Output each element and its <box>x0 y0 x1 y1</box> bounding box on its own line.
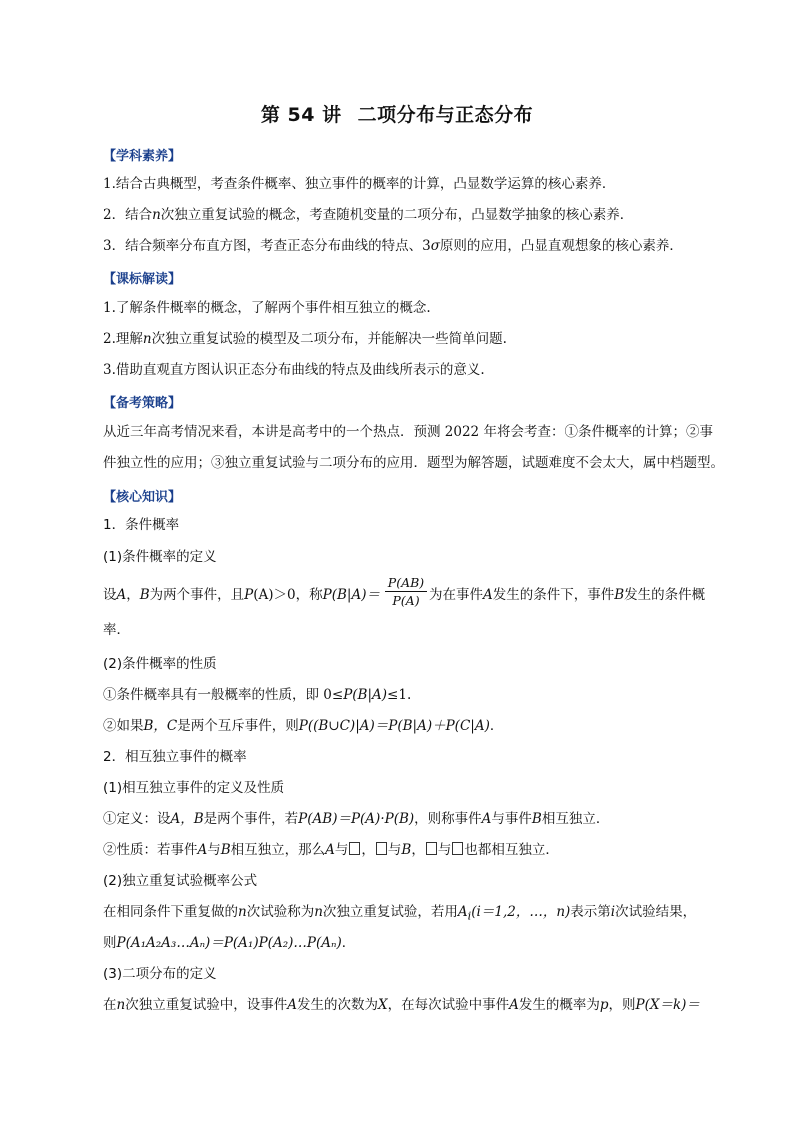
lecture-number: 第 54 讲 <box>260 104 342 126</box>
fraction-numerator: P(AB) <box>385 574 427 592</box>
complement-a-placeholder <box>376 842 387 855</box>
complement-b-placeholder <box>349 842 360 855</box>
standard-item-3: 3.借助直观直方图认识正态分布曲线的特点及曲线所表示的意义. <box>103 362 485 378</box>
independent-trials-line-1: 在相同条件下重复做的n次试验称为n次独立重复试验，若用$A_i(i=1,2$，…，n)表示第i次试验结果， <box>103 904 697 923</box>
literacy-item-3: 3．结合频率分布直方图，考查正态分布曲线的特点、3σ原则的应用，凸显直观想象的核心素养． <box>103 238 683 254</box>
conditional-probability-property-1: ①条件概率具有一般概率的性质，即 0≤P(B|A)≤1. <box>103 687 412 703</box>
section-heading-literacy: 【学科素养】 <box>103 149 182 164</box>
lecture-topic: 二项分布与正态分布 <box>357 104 534 126</box>
conditional-probability-definition-end: 率． <box>103 622 130 638</box>
literacy-item-1: 1.结合古典概型，考查条件概率、独立事件的概率的计算，凸显数学运算的核心素养． <box>103 176 616 192</box>
standard-item-1: 1.了解条件概率的概念，了解两个事件相互独立的概念. <box>103 300 431 316</box>
literacy-item-2: 2．结合n次独立重复试验的概念，考查随机变量的二项分布，凸显数学抽象的核心素养． <box>103 207 634 223</box>
strategy-line-2: 件独立性的应用；③独立重复试验与二项分布的应用．题型为解答题，试题难度不会太大，属中档题型。 <box>103 455 724 471</box>
section-heading-standard: 【课标解读】 <box>103 272 182 287</box>
conditional-probability-fraction <box>385 574 427 609</box>
core-s2-def-title: (1)相互独立事件的定义及性质 <box>103 780 285 796</box>
complement-b-placeholder <box>452 842 463 855</box>
conditional-probability-definition-cont: 为在事件A发生的条件下，事件B发生的条件概 <box>429 587 706 603</box>
core-s2-title: 2．相互独立事件的概率 <box>103 749 247 765</box>
core-s3-title: (3)二项分布的定义 <box>103 966 217 982</box>
conditional-probability-property-2: ②如果B，C是两个互斥事件，则P((B∪C)|A)＝P(B|A)＋P(C|A)． <box>103 718 504 734</box>
fraction-denominator: P(A) <box>392 593 420 608</box>
independence-definition: ①定义：设A，B是两个事件，若P(AB)＝P(A)·P(B)，则称事件A与事件B相互独立． <box>103 811 610 827</box>
standard-item-2: 2.理解n次独立重复试验的模型及二项分布，并能解决一些简单问题. <box>103 331 507 347</box>
independence-property: ②性质：若事件A与B相互独立，那么A与 ， 与B， 与 也都相互独立． <box>103 842 559 858</box>
core-s1-title: 1．条件概率 <box>103 517 180 533</box>
core-s2-ind-title: (2)独立重复试验概率公式 <box>103 873 258 889</box>
conditional-probability-definition: 设A，B为两个事件，且P(A)＞0，称P(B|A)＝ <box>103 587 380 603</box>
page-title <box>0 100 794 127</box>
binomial-definition-line-1: 在n次独立重复试验中，设事件A发生的次数为X，在每次试验中事件A发生的概率为p，则P(X＝k)＝ <box>103 997 700 1013</box>
core-s1-def-title: (1)条件概率的定义 <box>103 549 217 565</box>
core-s1-prop-title: (2)条件概率的性质 <box>103 656 217 672</box>
independent-trials-line-2: 则P(A₁A₂A₃…Aₙ)＝P(A₁)P(A₂)…P(Aₙ)． <box>103 935 356 951</box>
section-heading-strategy: 【备考策略】 <box>103 396 182 411</box>
strategy-line-1: 从近三年高考情况来看，本讲是高考中的一个热点．预测 2022 年将会考查：①条件概率的计算；②事 <box>103 424 713 440</box>
section-heading-core: 【核心知识】 <box>103 490 182 505</box>
complement-a-placeholder <box>426 842 437 855</box>
